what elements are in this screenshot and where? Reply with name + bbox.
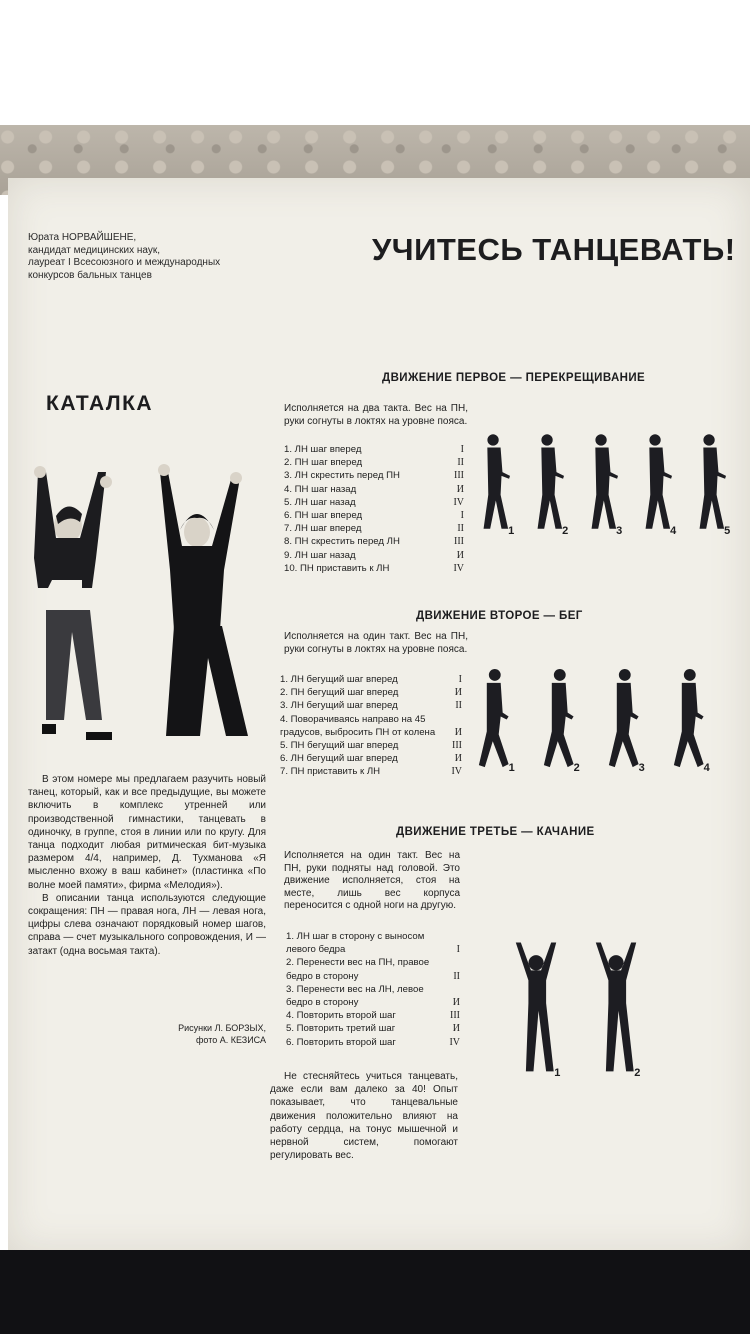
step-row: 6. Повторить второй шаг IV [286,1036,460,1048]
credit-line: фото А. КЕЗИСА [195,1035,266,1045]
movement-1-steps [284,443,464,575]
author-line: кандидат медицинских наук, [28,244,160,256]
author-line: конкурсов бальных танцев [28,269,152,281]
step-row: 2. ПН бегущий шаг вперед И [280,687,462,699]
figure-number: 5 [724,525,731,537]
movement-1-title: ДВИЖЕНИЕ ПЕРВОЕ — ПЕРЕКРЕЩИВАНИЕ [382,372,646,384]
step-row: 3. ЛН бегущий шаг вперед II [280,700,462,712]
figure-number: 4 [670,525,677,537]
closing-text [270,1070,458,1162]
movement-1-description: Исполняется на два такта. Вес на ПН, руки согнуты в локтях на уровне пояса. [284,403,468,427]
step-row: 7. ПН приставить к ЛН IV [280,766,462,778]
step-row: 1. ЛН бегущий шаг вперед I [280,674,462,685]
step-row: 2. ПН шаг вперед II [284,457,464,469]
movement-2-title: ДВИЖЕНИЕ ВТОРОЕ — БЕГ [416,610,583,622]
step-row: 2. Перенести вес на ПН, правое бедро в сторону II [286,957,460,982]
dancer-figure [584,428,622,537]
figure-number: 1 [508,762,515,774]
step-row: 4. Поворачиваясь направо на 45 градусов, выбросить ПН от колена И [280,713,462,738]
figure-number: 2 [562,525,569,537]
dancer-figure [665,665,711,774]
dancer-figure [590,940,642,1079]
step-row: 5. ПН бегущий шаг вперед III [280,740,462,752]
step-row: 7. ЛН шаг вперед II [284,523,464,535]
movement-3-title: ДВИЖЕНИЕ ТРЕТЬЕ — КАЧАНИЕ [396,826,595,838]
dark-surface [0,1250,750,1334]
step-row: 5. Повторить третий шаг И [286,1023,460,1035]
dancers-photo [20,460,255,760]
author-block [28,232,220,282]
step-row: 3. ЛН скрестить перед ПН III [284,470,464,482]
dancer-figure [600,665,646,774]
step-row: 4. ПН шаг назад И [284,483,464,495]
dance-name: КАТАЛКА [46,392,154,415]
movement-2-steps [280,673,462,779]
movement-3-figures [510,940,670,1085]
figure-number: 1 [554,1067,561,1079]
author-line: Юрата НОРВАЙШЕНЕ, [28,232,137,243]
step-row: 5. ЛН шаг назад IV [284,496,464,508]
step-row: 6. ЛН бегущий шаг вперед И [280,753,462,765]
dancer-figure [535,665,581,774]
movement-2-figures [470,665,730,780]
movement-3-description: Исполняется на один такт. Вес на ПН, руки подняты над головой. Это движение исполняется, стоя на месте, лишь вес корпуса переносится с одной ноги на другую. [284,850,460,912]
dancer-figure [638,428,676,537]
step-row: 3. Перенести вес на ЛН, левое бедро в сторону И [286,983,460,1009]
figure-number: 2 [573,762,580,774]
intro-paragraph: В этом номере мы предлагаем разучить новый танец, который, как и все предыдущие, вы можете включить в комплекс утренней или производственной гимнастики, танцевать в одиночку, в группе, стоя в линии или по кругу. Для танца подходит любая ритмическая бит-музыка размером 4/4, например, Д. Тухманова «Я мысленно вхожу в ваш кабинет» (пластинка «По волне моей памяти», фирма «Мелодия»). [28,774,266,891]
step-row: 1. ЛН шаг вперед I [284,444,464,455]
male-dancer-figure [34,466,112,740]
step-row: 10. ПН приставить к ЛН IV [284,562,464,574]
movement-3-steps [286,930,460,1049]
figure-number: 1 [508,525,515,537]
dancer-figure [470,665,516,774]
movement-2-description: Исполняется на один такт. Вес на ПН, руки согнуты в локтях на уровне пояса. [284,631,468,655]
step-row: 1. ЛН шаг в сторону с выносом левого бедра I [286,931,460,956]
dancer-figure [510,940,562,1079]
credits [150,1022,266,1046]
intro-text [28,773,266,958]
step-row: 9. ЛН шаг назад И [284,549,464,561]
dancer-figure [530,428,568,537]
closing-paragraph: Не стесняйтесь учиться танцевать, даже если вам далеко за 40! Опыт показывает, что танцевальные движения положительно влияют на работу сердца, на тонус мышечной и нервной систем, помогают регулировать вес. [270,1071,458,1162]
figure-number: 3 [616,525,623,537]
female-dancer-figure [158,464,248,736]
dancer-figure [476,428,514,537]
credit-line: Рисунки Л. БОРЗЫХ, [178,1023,266,1033]
intro-paragraph: В описании танца используются следующие сокращения: ПН — правая нога, ЛН — левая нога, цифры слева означают порядковый номер шагов, справа — счет музыкального сопровождения, И — затакт (одна восьмая такта). [28,892,266,957]
figure-number: 2 [634,1067,641,1079]
step-row: 4. Повторить второй шаг III [286,1010,460,1022]
figure-number: 3 [638,762,645,774]
author-line: лауреат I Всесоюзного и международных [28,257,221,268]
movement-1-figures [476,428,746,543]
step-row: 8. ПН скрестить перед ЛН III [284,536,464,548]
page-title: УЧИТЕСЬ ТАНЦЕВАТЬ! [372,232,736,267]
figure-number: 4 [703,762,710,774]
dancer-figure [692,428,730,537]
step-row: 6. ПН шаг вперед I [284,510,464,522]
